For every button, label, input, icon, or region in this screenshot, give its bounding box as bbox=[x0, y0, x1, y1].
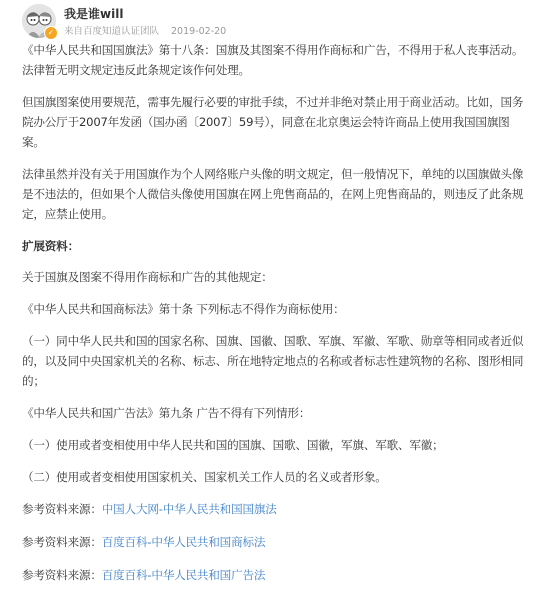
verified-badge-icon: ✓ bbox=[44, 26, 58, 40]
reference-label: 参考资料来源： bbox=[22, 535, 102, 549]
author-team[interactable]: 来自百度知道认证团队 bbox=[64, 26, 160, 37]
reference-line bbox=[22, 499, 532, 519]
answer-paragraph: 但国旗图案使用要规范，需事先履行必要的审批手续，不过并非绝对禁止用于商业活动。比如，国务院办公厅于2007年发函（国办函〔2007〕59号），同意在北京奥运会特许商品上使用我国国旗图案。 bbox=[22, 95, 524, 149]
author-name[interactable]: 我是谁will bbox=[64, 7, 124, 21]
answer-paragraph: 《中华人民共和国国旗法》第十八条：国旗及其图案不得用作商标和广告，不得用于私人丧事活动。法律暂无明文规定违反此条规定该作何处理。 bbox=[22, 43, 524, 77]
extended-item: 《中华人民共和国商标法》第十条 下列标志不得作为商标使用： bbox=[22, 302, 345, 316]
answer-content bbox=[22, 40, 532, 598]
extended-item: 《中华人民共和国广告法》第九条 广告不得有下列情形： bbox=[22, 406, 311, 420]
reference-label: 参考资料来源： bbox=[22, 502, 102, 516]
extended-heading: 扩展资料： bbox=[22, 239, 79, 253]
reference-line bbox=[22, 532, 532, 552]
extended-item: （二）使用或者变相使用国家机关、国家机关工作人员的名义或者形象。 bbox=[22, 470, 387, 484]
extended-item: （一）使用或者变相使用中华人民共和国的国旗、国歌、国徽，军旗、军歌、军徽； bbox=[22, 438, 444, 452]
reference-link-trademark-law[interactable]: 百度百科-中华人民共和国商标法 bbox=[101, 535, 266, 549]
answer-header bbox=[22, 4, 532, 38]
extended-item: （一）同中华人民共和国的国家名称、国旗、国徽、国歌、军旗、军徽、军歌、勋章等相同或者近似的，以及同中央国家机关的名称、标志、所在地特定地点的名称或者标志性建筑物的名称、图形相同的； bbox=[22, 334, 524, 388]
extended-item: 关于国旗及图案不得用作商标和广告的其他规定： bbox=[22, 270, 273, 284]
reference-label: 参考资料来源： bbox=[22, 568, 102, 582]
answer-paragraph: 法律虽然并没有关于用国旗作为个人网络账户头像的明文规定，但一般情况下，单纯的以国旗做头像是不违法的，但如果个人微信头像使用国旗在网上兜售商品的，在网上兜售商品的，则违反了此条规定，应禁止使用。 bbox=[22, 167, 524, 221]
author-meta bbox=[64, 23, 226, 37]
reference-link-advertising-law[interactable]: 百度百科-中华人民共和国广告法 bbox=[101, 568, 266, 582]
answer-date: 2019-02-20 bbox=[171, 26, 227, 37]
reference-link-flag-law[interactable]: 中国人大网-中华人民共和国国旗法 bbox=[101, 502, 277, 516]
reference-line bbox=[22, 565, 532, 585]
